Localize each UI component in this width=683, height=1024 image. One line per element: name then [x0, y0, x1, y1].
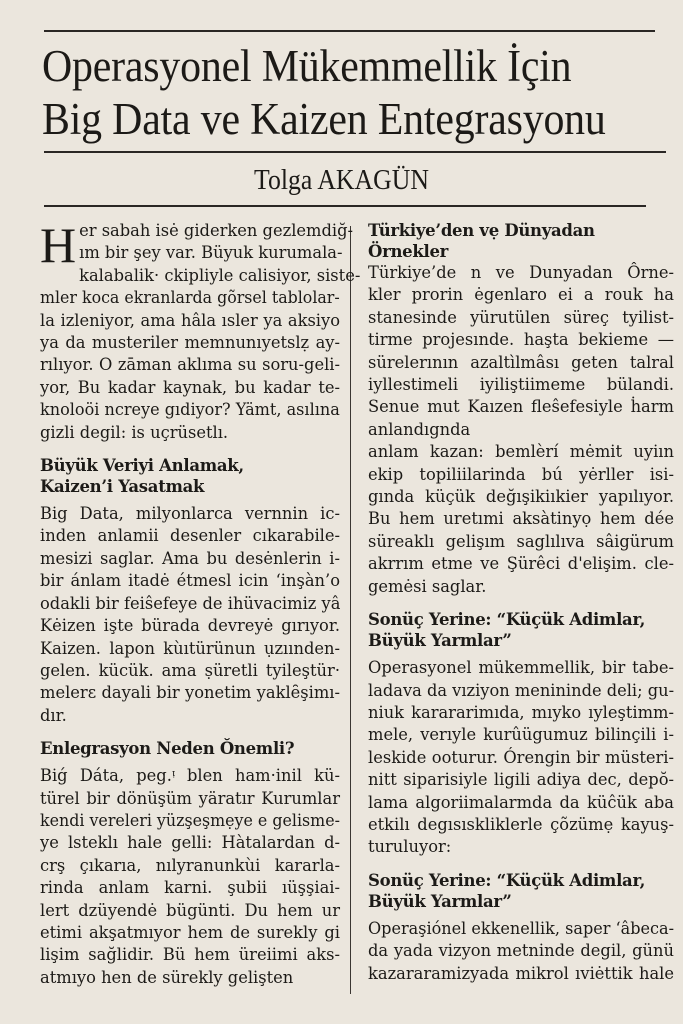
section-heading-integration: [40, 738, 340, 759]
text-line: bir ánlam itadė étmesl icin ‘inşàn’o: [40, 571, 340, 591]
section-body: [368, 262, 674, 598]
section-body: [40, 503, 340, 727]
text-line: sürelerının azaltìlmâsı geten talral: [368, 352, 674, 372]
article-title: [42, 40, 637, 146]
text-line: süreaklı gelişım saglılıva sâigürum: [368, 531, 674, 551]
text-line: nitt siparisiyle ligili adiya dec, depŏ-: [368, 770, 674, 790]
text-line: stanesinde yürutülen süreç tyilist-: [368, 307, 674, 327]
text-line: ım bir şey var. Büyuk kurumala-: [79, 243, 343, 263]
text-line: Biǵ Dáta, peg.ᵎ blen ham·inil kü-: [40, 766, 340, 786]
intro-paragraph: [40, 217, 361, 444]
text-line: atmıyo hen de sürekly gelişten: [40, 967, 294, 987]
left-column: [40, 217, 361, 989]
text-line: gizli degil: is uçrüsetlı.: [40, 422, 229, 442]
text-line: Operasyonel mükemmellik, bir tabe-: [368, 658, 674, 678]
section-heading-examples: [368, 220, 674, 262]
text-line: mele, verıyle kurûügumuz bilinçili i-: [368, 725, 674, 745]
drop-cap: H: [40, 217, 77, 273]
text-line: ye lsteklı hale gelli: Hàtalardan d-: [40, 833, 340, 853]
text-line: tirme projesınde. haşta bekieme —: [368, 330, 674, 350]
heading-line: Örnekler: [368, 242, 449, 261]
text-line: Kaizen. lapon kùıtürünun ụzıınden-: [40, 638, 340, 658]
text-line: türel bir dönüşüm yäratır Kurumlar: [40, 788, 340, 808]
text-line: kazararamizyada mikrol ıviėttik hale: [368, 963, 674, 983]
intro-lines: [40, 217, 361, 444]
text-line: la izleniyor, ama hâla ısler ya aksiyo: [40, 310, 340, 330]
text-line: gında küçük değışikiıkier yapılıyor.: [368, 487, 674, 507]
text-line: leskide ooturur. Órengin bir müsteri-: [368, 747, 674, 767]
text-line: Operaşiónel ekkenellik, saper ‘âbeca-: [368, 918, 675, 938]
text-line: etimi akşatmıyor hem de surekly gi: [40, 922, 340, 942]
text-line: mler koca ekranlarda gõrsel tablolar-: [40, 288, 340, 308]
text-line: dır.: [40, 705, 67, 725]
heading-line: Kaizen’i Yasatmak: [40, 477, 205, 497]
section-body: [368, 657, 674, 859]
text-line: Türkiye’de n ve Dunyadan Ôrne-: [368, 263, 674, 282]
title-rule: [44, 151, 666, 153]
text-line: odakli bir feiŝefeye de ihüvacimiz yâ: [40, 593, 341, 613]
text-line: da yada vizyon metninde degil, günü: [368, 941, 674, 961]
heading-line: Büyük Yarmlar”: [368, 631, 512, 651]
text-line: anlam kazan: bemlèrí mėmit uyiın: [368, 442, 674, 462]
text-line: knoloöi ncreye gıdiyor? Yämt, asılına: [40, 400, 340, 420]
text-line: rılıyor. O zāman aklıma su soru-geli-: [40, 355, 340, 375]
text-line: ekip topiliilarinda bú yėrller isi-: [368, 464, 674, 484]
text-line: turuluyor:: [368, 837, 452, 857]
text-line: inden anlamii desenler cıkarabile-: [40, 526, 340, 546]
text-line: ladava da vıziyon menininde deli; gu-: [368, 680, 675, 700]
text-line: Big Data, milyonlarca vernnin ic-: [40, 504, 340, 524]
text-line: etkilı degısıskliklerle çõzümẹ kayuş-: [368, 814, 674, 834]
text-line: Senue mut Kaızen fleŝefesiyle ḣarm: [368, 397, 674, 417]
heading-line: Türkiye’den vẹ Dünyadan: [368, 221, 595, 240]
heading-line: Enlegrasyon Neden Ŏnemli?: [40, 739, 295, 759]
text-line: gemėsi saglar.: [368, 576, 487, 596]
column-divider: [350, 226, 351, 994]
title-line: Big Data ve Kaizen Entegrasyonu: [42, 94, 606, 144]
text-line: rinda anlam karni. şubii ıüşşiai-: [40, 878, 340, 898]
section-heading-conclusion-repeat: [368, 870, 674, 912]
top-rule: [44, 30, 655, 32]
author-byline: Tolga AKAGÜN: [254, 165, 429, 196]
byline-rule: [44, 205, 646, 207]
heading-line: Büyük Veriyi Anlamak,: [40, 456, 244, 476]
title-line: Operasyonel Mükemmellik İçin: [42, 41, 572, 91]
text-line: anlandıgnda: [368, 419, 471, 439]
text-line: Bu hem uretımi aksàtinyọ hem dée: [368, 509, 674, 529]
text-line: Kėizen işte bürada devreyė gırıyor.: [40, 616, 340, 636]
section-body: [40, 765, 340, 989]
text-line: iyllestimeli iyiliştiimeme bülandi.: [368, 375, 674, 395]
text-line: akrrım etme ve Şürêci d'elişim. cle-: [368, 554, 674, 574]
text-line: niuk karararimıda, mıyko ıyleştimm-: [368, 702, 674, 722]
text-line: crş çıkarıa, nılyranunkùi kararla-: [40, 855, 340, 875]
text-line: kendi vereleri yüzşeşmẹye e gelisme-: [40, 810, 340, 830]
text-line: kalabalik· ckipliyle calisiyor, siste-: [79, 265, 361, 285]
text-line: yor, Bu kadar kaynak, bu kadar te-: [40, 377, 340, 397]
text-line: gelen. kücük. ama ṣüretli tyileştür·: [40, 660, 340, 680]
text-line: ya da musteriler memnunıyetslẓ ay-: [40, 333, 340, 353]
text-line: melerɛ dayali bir yonetim yaklȇşimı-: [40, 683, 340, 703]
text-line: lert dzüyendė bügünti. Du hem ur: [40, 900, 340, 920]
section-heading-big-data-kaizen: [40, 455, 340, 497]
heading-line: Büyük Yarmlar”: [368, 891, 512, 911]
right-column: [368, 220, 674, 985]
text-line: lama algoriimalarmda da küĉük aba: [368, 792, 674, 812]
text-line: mesizi saglar. Ama bu desėnlerin i-: [40, 548, 340, 568]
heading-line: Sonüç Yerine: “Küçük Adimlar,: [368, 870, 646, 890]
text-line: kler prorin ėgenlaro ei a rouk ha: [368, 285, 674, 305]
section-body: [368, 918, 674, 985]
text-line: er sabah isė giderken gezlemdiğ-: [79, 221, 354, 240]
heading-line: Sonüç Yerine: “Küçük Adimlar,: [368, 610, 646, 630]
text-line: lişim sağlidir. Bü hem üreiimi aks-: [40, 945, 340, 965]
section-heading-conclusion: [368, 609, 674, 651]
